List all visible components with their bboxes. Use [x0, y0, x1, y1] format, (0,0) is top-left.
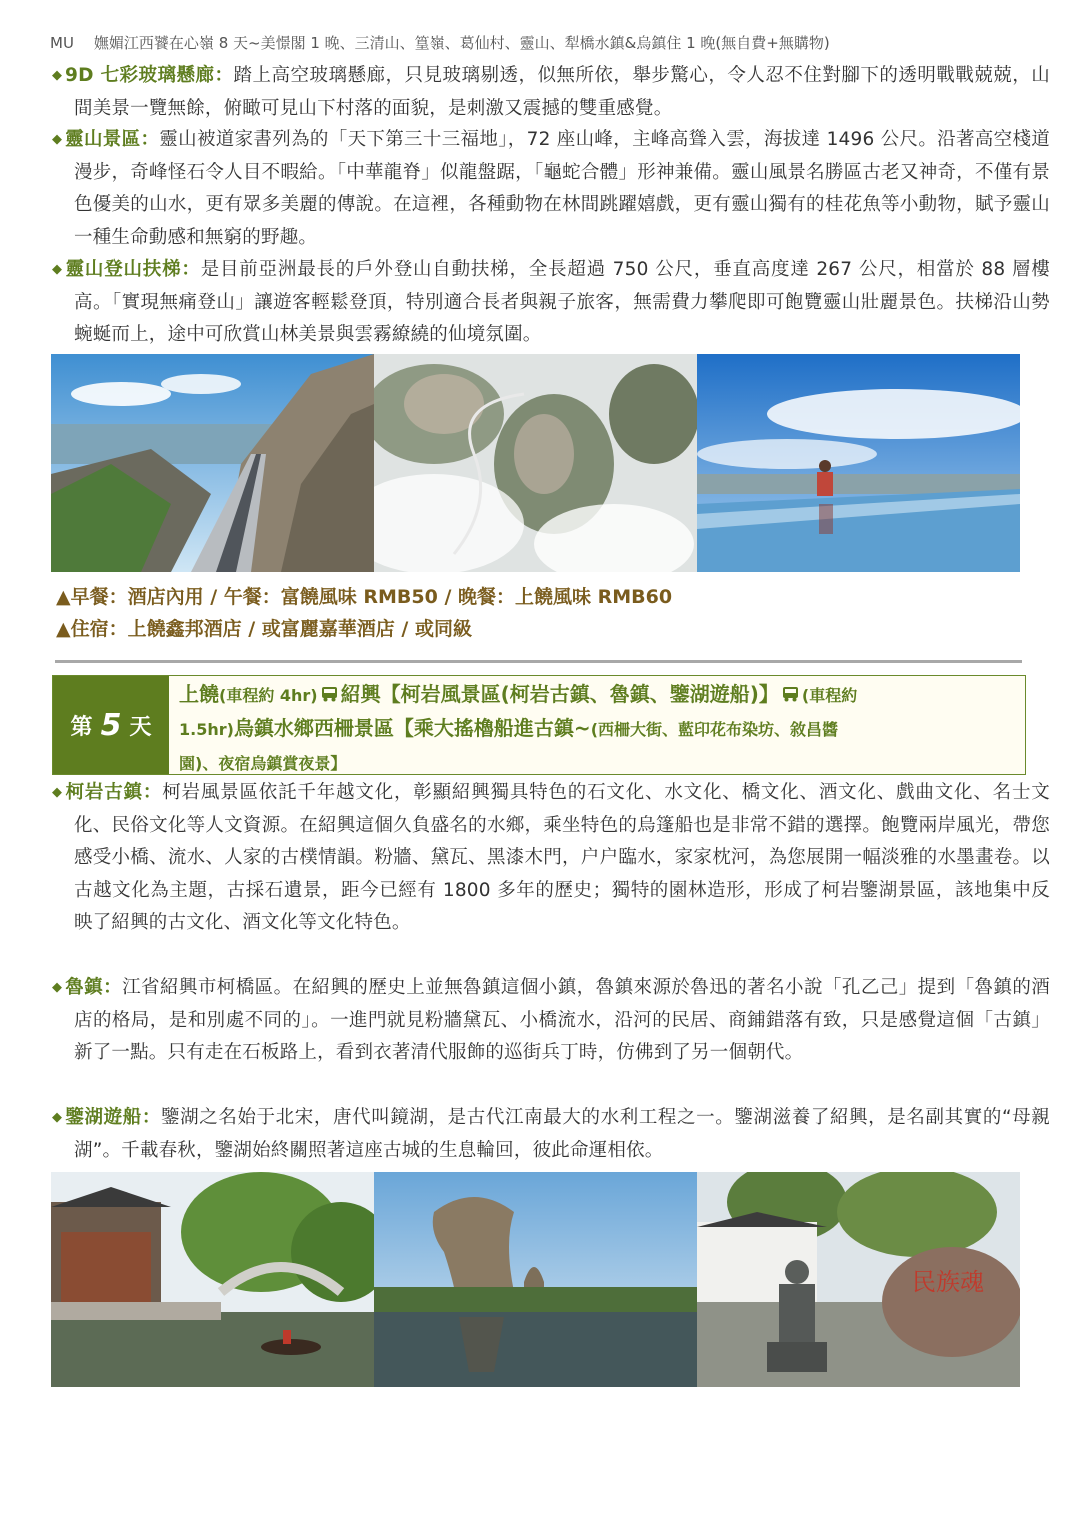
- photo-row-lingshan: [51, 354, 1020, 572]
- day-label: [53, 676, 169, 774]
- paragraph-text: 鑒湖之名始于北宋，唐代叫鏡湖，是古代江南最大的水利工程之一。鑒湖滋養了紹興，是名副其實的“母親湖”。千載春秋，鑒湖始終關照著這座古城的生息輪回，彼此命運相依。: [74, 1107, 1050, 1161]
- day-number: 5: [100, 707, 122, 743]
- paragraph-title: 魯鎮：: [65, 977, 123, 998]
- day-destination-2-detail: (西柵大街、藍印花布染坊、敘昌醬: [590, 720, 839, 739]
- day-suffix: 天: [129, 714, 152, 740]
- paragraph-jianhu: [52, 1102, 1050, 1167]
- page-header: [50, 32, 830, 53]
- diamond-bullet-icon: ◆: [52, 785, 63, 800]
- paragraph-text: 柯岩風景區依託千年越文化，彰顯紹興獨具特色的石文化、水文化、橋文化、酒文化、戲曲文化、名士文化、民俗文化等人文資源。在紹興這個久負盛名的水鄉，乘坐特色的烏篷船也是非常不錯的選擇。飽覽兩岸風光，帶您感受小橋、流水、人家的古樸情韻。粉牆、黛瓦、黑漆木門，户户臨水，家家枕河，為您展開一幅淡雅的水墨畫卷。以古越文化為主題，古採石遺景，距今已經有 1800 多年的歷史；獨特的園林造形，形成了柯岩鑒湖景區，該地集中反映了紹興的古文化、酒文化等文化特色。: [74, 782, 1050, 933]
- drive-time: (車程約 4hr): [219, 686, 318, 705]
- photo-water-town: [51, 1172, 374, 1387]
- paragraph-text: 江省紹興市柯橋區。在紹興的歷史上並無魯鎮這個小鎮，魯鎮來源於魯迅的著名小說「孔乙己」提到「魯鎮的酒店的格局，是和別處不同的」。一進門就見粉牆黛瓦、小橋流水，沿河的民居、商鋪錯落有致，只是感覺這個「古鎮」新了一點。只有走在石板路上，看到衣著清代服飾的巡街兵丁時，仿佛到了另一個朝代。: [74, 977, 1050, 1063]
- day-line-1: [179, 678, 857, 712]
- section-divider: [55, 660, 1022, 663]
- paragraph-title: 靈山景區：: [65, 129, 160, 150]
- photo-glass-platform: [697, 354, 1020, 572]
- hotel-info: ▲住宿：上饒鑫邦酒店 / 或富麗嘉華酒店 / 或同級: [56, 618, 472, 640]
- photo-misty-peaks: [374, 354, 697, 572]
- day-destination-2: 烏鎮水鄉西柵景區【乘大搖櫓船進古鎮~: [233, 716, 591, 740]
- photo-statue: [697, 1172, 1020, 1387]
- diamond-bullet-icon: ◆: [52, 262, 63, 277]
- day-destination-1: 紹興【柯岩風景區(柯岩古鎮、魯鎮、鑒湖遊船)】: [340, 682, 779, 706]
- paragraph-title: 鑒湖遊船：: [65, 1107, 161, 1128]
- paragraph-keyan: [52, 777, 1050, 940]
- day-line-3: [179, 746, 857, 780]
- tour-code: MU: [50, 34, 74, 52]
- bus-icon: [321, 686, 338, 702]
- day-heading: [52, 675, 1026, 775]
- paragraph-escalator: [52, 254, 1050, 352]
- paragraph-text: 是目前亞洲最長的戶外登山自動扶梯，全長超過 750 公尺，垂直高度達 267 公尺，相當於 88 層樓高。「實現無痛登山」讓遊客輕鬆登頂，特別適合長者與親子旅客，無需費力攀爬即可飽覽靈山壯麗景色。扶梯沿山勢蜿蜒而上，途中可欣賞山林美景與雲霧繚繞的仙境氛圍。: [74, 259, 1050, 345]
- day-prefix: 第: [70, 714, 93, 740]
- photo-row-shaoxing: [51, 1172, 1020, 1387]
- photo-rock-lake: [374, 1172, 697, 1387]
- photo-escalator: [51, 354, 374, 572]
- diamond-bullet-icon: ◆: [52, 1110, 63, 1125]
- paragraph-text: 踏上高空玻璃懸廊，只見玻璃剔透，似無所依，舉步驚心，令人忍不住對腳下的透明戰戰兢兢，山間美景一覽無餘，俯瞰可見山下村落的面貌，是刺激又震撼的雙重感覺。: [74, 65, 1050, 119]
- paragraph-title: 靈山登山扶梯：: [65, 259, 201, 280]
- diamond-bullet-icon: ◆: [52, 68, 63, 83]
- paragraph-luzhen: [52, 972, 1050, 1070]
- diamond-bullet-icon: ◆: [52, 132, 63, 147]
- day-line-2: [179, 712, 857, 746]
- paragraph-title: 9D 七彩玻璃懸廊：: [65, 65, 234, 86]
- paragraph-lingshan: [52, 124, 1050, 254]
- monument-inscription: 民族魂: [912, 1268, 984, 1296]
- drive-time: (車程約: [801, 686, 858, 705]
- paragraph-text: 靈山被道家書列為的「天下第三十三福地」，72 座山峰，主峰高聳入雲，海拔達 1496 公尺。沿著高空棧道漫步，奇峰怪石令人目不暇給。「中華龍脊」似龍盤踞，「龜蛇合體」形神兼備。靈山風景名勝區古老又神奇，不僅有景色優美的山水，更有眾多美麗的傳說。在這裡，各種動物在林間跳躍嬉戲，更有靈山獨有的桂花魚等小動物，賦予靈山一種生命動感和無窮的野趣。: [74, 129, 1050, 248]
- day-itinerary: [169, 676, 867, 774]
- day-destination-2-end: 園)、夜宿烏鎮賞夜景】: [179, 754, 347, 773]
- bus-icon: [782, 686, 799, 702]
- paragraph-glass-corridor: [52, 60, 1050, 125]
- drive-time: 1.5hr): [179, 720, 234, 739]
- diamond-bullet-icon: ◆: [52, 980, 63, 995]
- day-origin: 上饒: [179, 682, 219, 706]
- meals-info: ▲早餐：酒店內用 / 午餐：富饒風味 RMB50 / 晚餐：上饒風味 RMB60: [56, 586, 673, 608]
- tour-title: 嫵媚江西饕在心嶺 8 天~美憬閣 1 晚、三清山、篁嶺、葛仙村、靈山、犁橋水鎮&烏鎮住 1 晚(無自費+無購物): [93, 34, 830, 52]
- paragraph-title: 柯岩古鎮：: [65, 782, 163, 803]
